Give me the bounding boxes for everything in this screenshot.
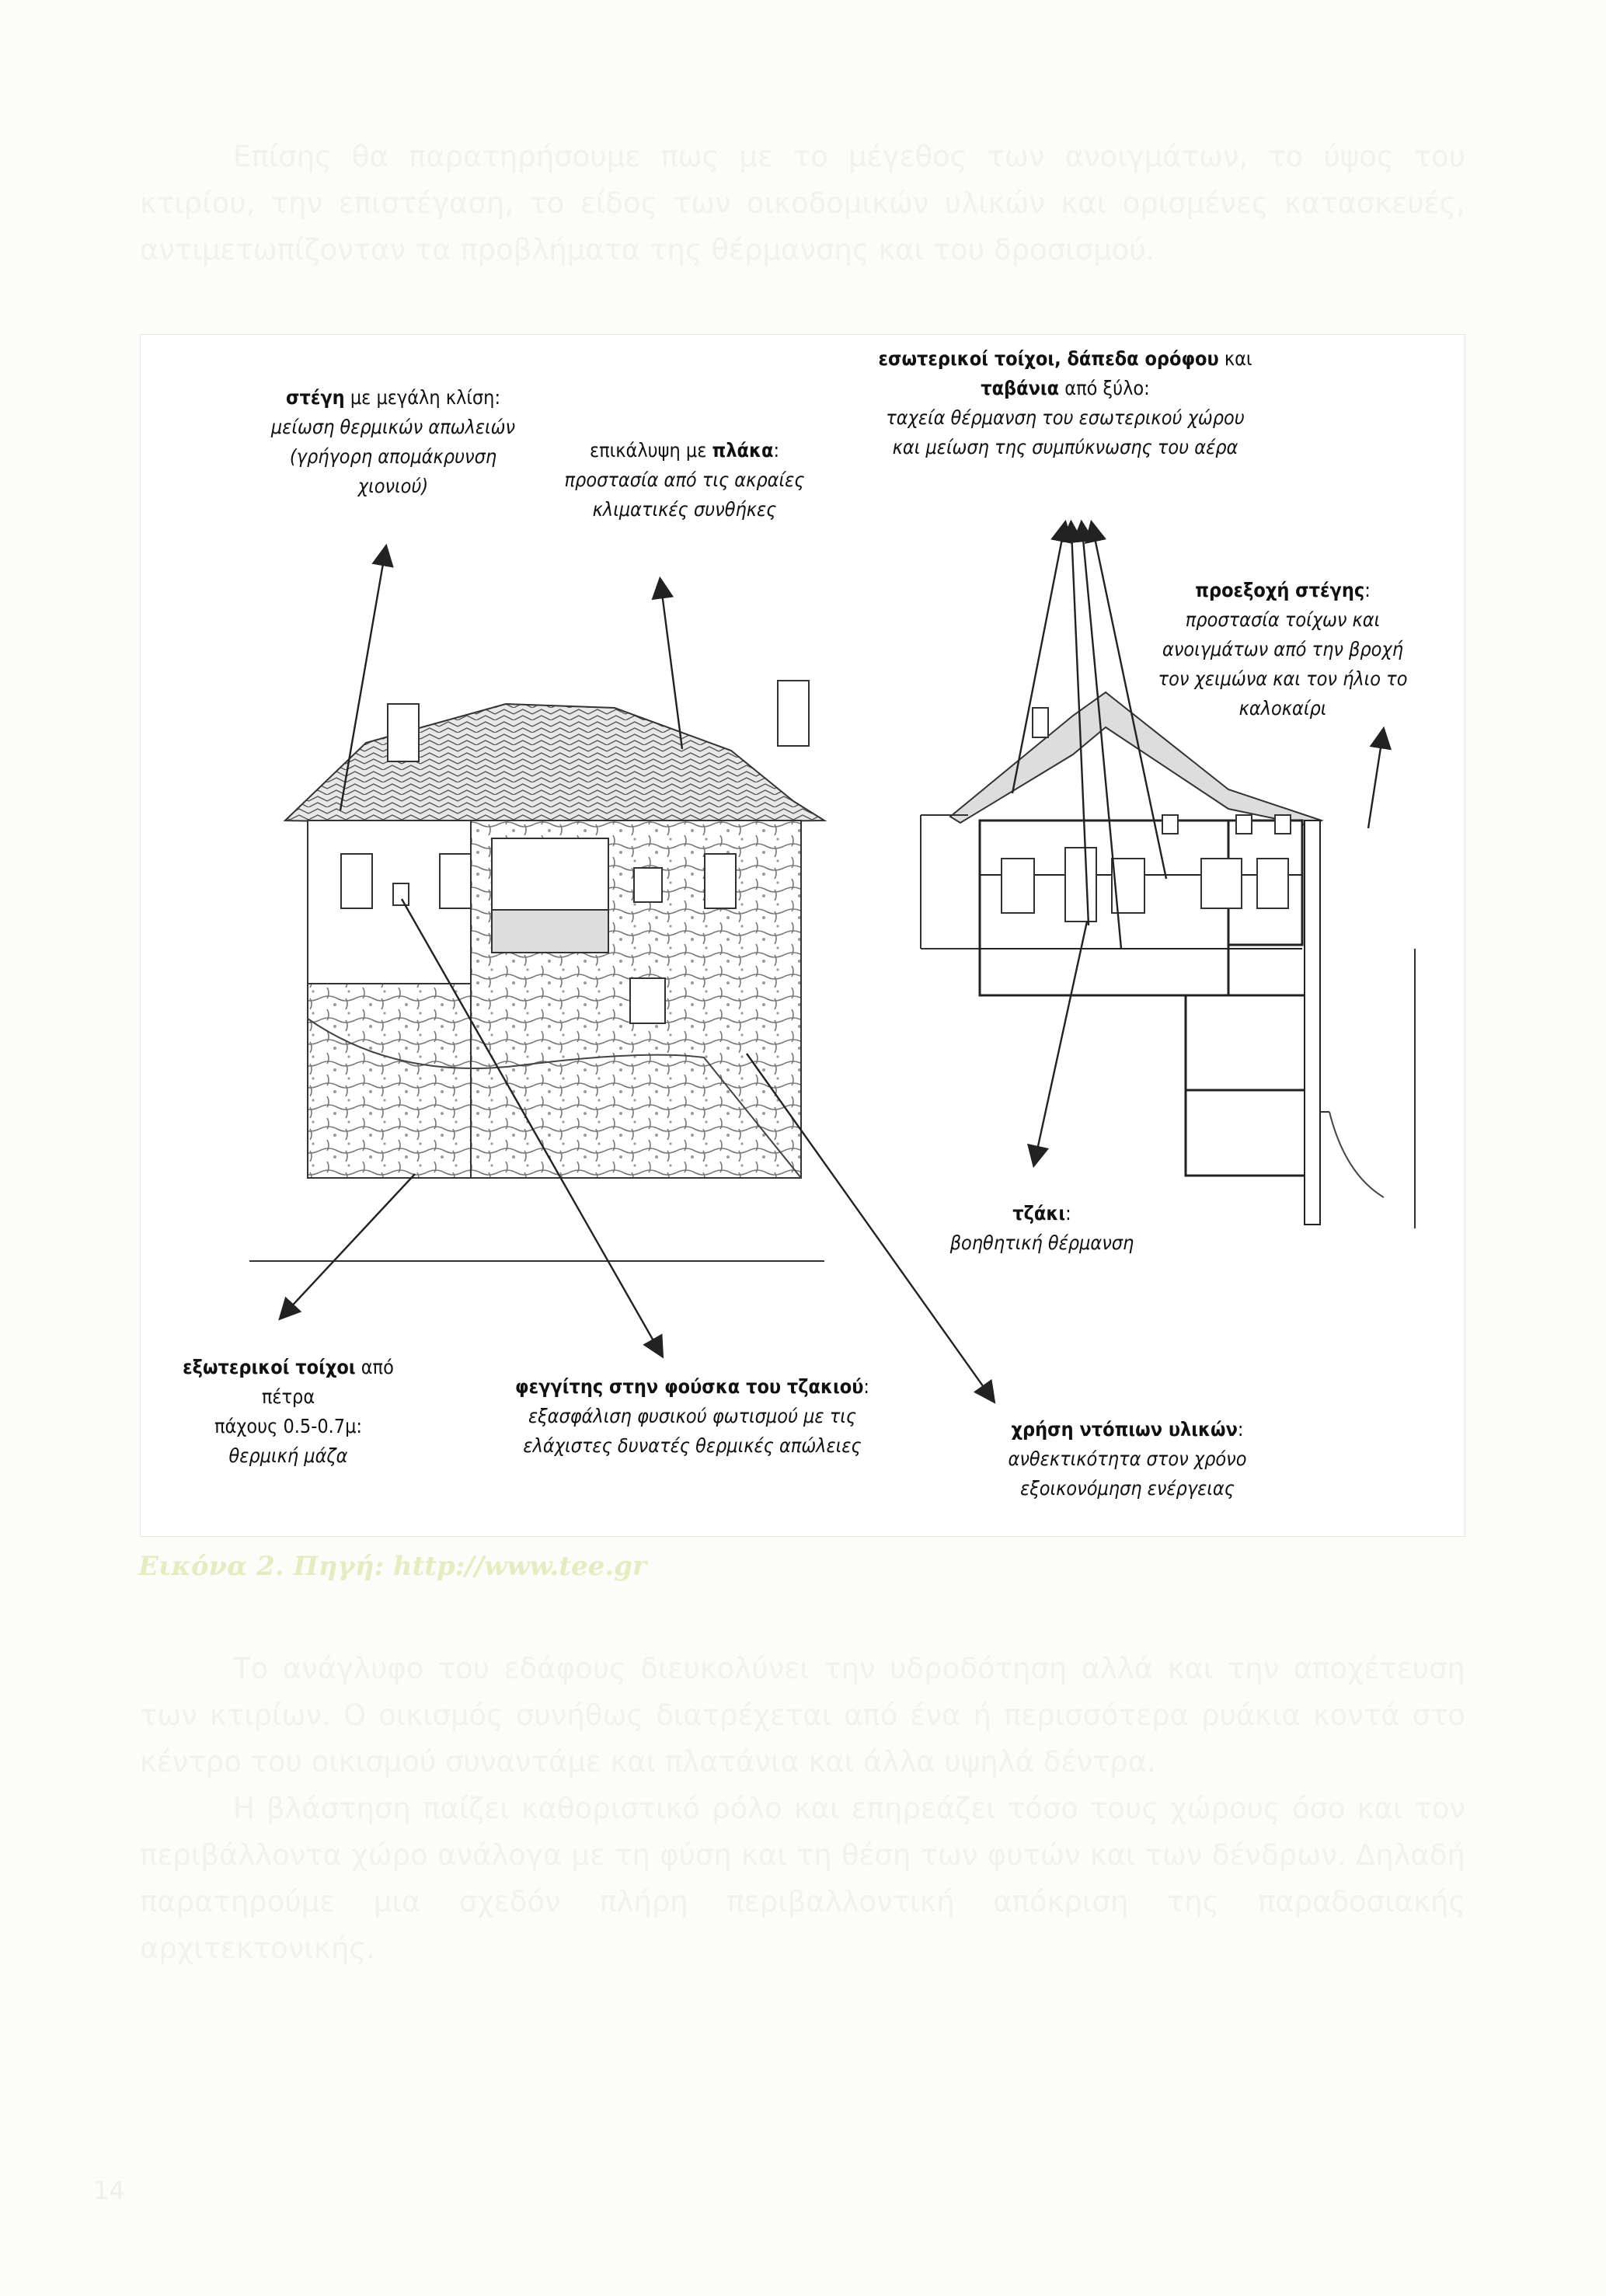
roof-line3: χιονιού) (357, 475, 429, 497)
fireplace-rest: : (1065, 1202, 1071, 1225)
house-elevation (249, 681, 824, 1261)
label-materials (964, 1415, 1291, 1503)
materials-line2: εξοικονόμηση ενέργειας (1020, 1477, 1235, 1500)
label-fireplace (925, 1199, 1158, 1258)
label-skylight (498, 1372, 887, 1461)
paragraph-vegetation-text: Η βλάστηση παίζει καθοριστικό ρόλο και επηρεάζει τόσο τους χώρους όσο και τον περιβάλλοντα χώρο ανάλογα με τη φύση και τη θέση των φυτών και των δένδρων. Δηλαδή παρατηρούμε μια σχεδόν πλήρη περιβαλλοντική απόκριση της παραδοσιακής αρχιτεκτονικής. (140, 1792, 1465, 1965)
overhang-rest: : (1364, 579, 1371, 601)
materials-bold: χρήση ντόπιων υλικών (1011, 1418, 1238, 1441)
skylight-rest: : (863, 1375, 869, 1398)
overhang-line3: τον χειμώνα και τον ήλιο το (1158, 667, 1408, 690)
roof-line1: μείωση θερμικών απωλειών (270, 416, 516, 438)
label-inner-walls (848, 344, 1283, 462)
fireplace-bold: τζάκι (1012, 1202, 1066, 1225)
paragraph-intro-text: Επίσης θα παρατηρήσουμε πως με το μέγεθος των ανοιγμάτων, το ύψος του κτιρίου, την επιστέγαση, το είδος των οικοδομικών υλικών και ορισμένες κατασκευές, αντιμετωπίζονταν τα προβλήματα της θέρμανσης και του δροσισμού. (140, 140, 1465, 267)
tiles-line1: προστασία από τις ακραίες (564, 469, 805, 491)
roof-title: στέγη (285, 386, 345, 409)
house-section (921, 692, 1415, 1228)
figure-caption: Εικόνα 2. Πηγή: http://www.tee.gr (138, 1551, 646, 1582)
label-roof (238, 383, 549, 501)
materials-rest: : (1237, 1418, 1244, 1441)
inner-walls-line2: και μείωση της συμπύκνωσης του αέρα (892, 436, 1238, 458)
outer-walls-bold: εξωτερικοί τοίχοι (183, 1356, 356, 1378)
outer-walls-line1: πάχους 0.5-0.7μ: (214, 1415, 362, 1437)
tiles-pre: επικάλυψη με (589, 439, 712, 462)
label-outer-walls (156, 1353, 420, 1471)
skylight-bold: φεγγίτης στην φούσκα του τζακιού (515, 1375, 864, 1398)
inner-walls-rest1: και (1218, 347, 1252, 370)
inner-walls-line1: ταχεία θέρμανση του εσωτερικού χώρου (886, 406, 1245, 429)
tiles-line2: κλιματικές συνθήκες (592, 498, 777, 521)
inner-walls-bold1: εσωτερικοί τοίχοι, δάπεδα ορόφου (878, 347, 1219, 370)
outer-walls-line2: θερμική μάζα (228, 1444, 348, 1467)
inner-walls-bold2: ταβάνια (981, 377, 1060, 399)
fireplace-line1: βοηθητική θέρμανση (949, 1232, 1134, 1254)
label-tiles (545, 436, 824, 524)
overhang-line2: ανοιγμάτων από την βροχή (1162, 638, 1403, 660)
roof-line2: (γρήγορη απομάκρυνση (289, 445, 497, 468)
skylight-line2: ελάχιστες δυνατές θερμικές απώλειες (523, 1434, 862, 1457)
overhang-line4: καλοκαίρι (1238, 697, 1327, 719)
tiles-post: : (773, 439, 780, 462)
outer-walls-rest: από πέτρα (261, 1356, 394, 1408)
paragraph-intro (140, 134, 1465, 273)
page-number: 14 (93, 2176, 125, 2205)
tiles-bold: πλάκα (712, 439, 774, 462)
inner-walls-rest2: από ξύλο: (1059, 377, 1150, 399)
overhang-bold: προεξοχή στέγης (1195, 579, 1365, 601)
paragraph-vegetation (140, 1786, 1465, 1972)
label-overhang (1143, 576, 1423, 723)
architecture-figure (140, 334, 1465, 1537)
overhang-line1: προστασία τοίχων και (1185, 608, 1381, 631)
materials-line1: ανθεκτικότητα στον χρόνο (1008, 1448, 1247, 1470)
skylight-line1: εξασφάλιση φυσικού φωτισμού με τις (528, 1405, 857, 1427)
roof-title-rest: με μεγάλη κλίση: (344, 386, 501, 409)
paragraph-terrain (140, 1646, 1465, 1786)
paragraph-terrain-text: Το ανάγλυφο του εδάφους διευκολύνει την υδροδότηση αλλά και την αποχέτευση των κτιρίων. Ο οικισμός συνήθως διατρέχεται από ένα ή περισσότερα ρυάκια κοντά στο κέντρο του οικισμού συναντάμε και πλατάνια και άλλα υψηλά δέντρα. (140, 1652, 1465, 1779)
